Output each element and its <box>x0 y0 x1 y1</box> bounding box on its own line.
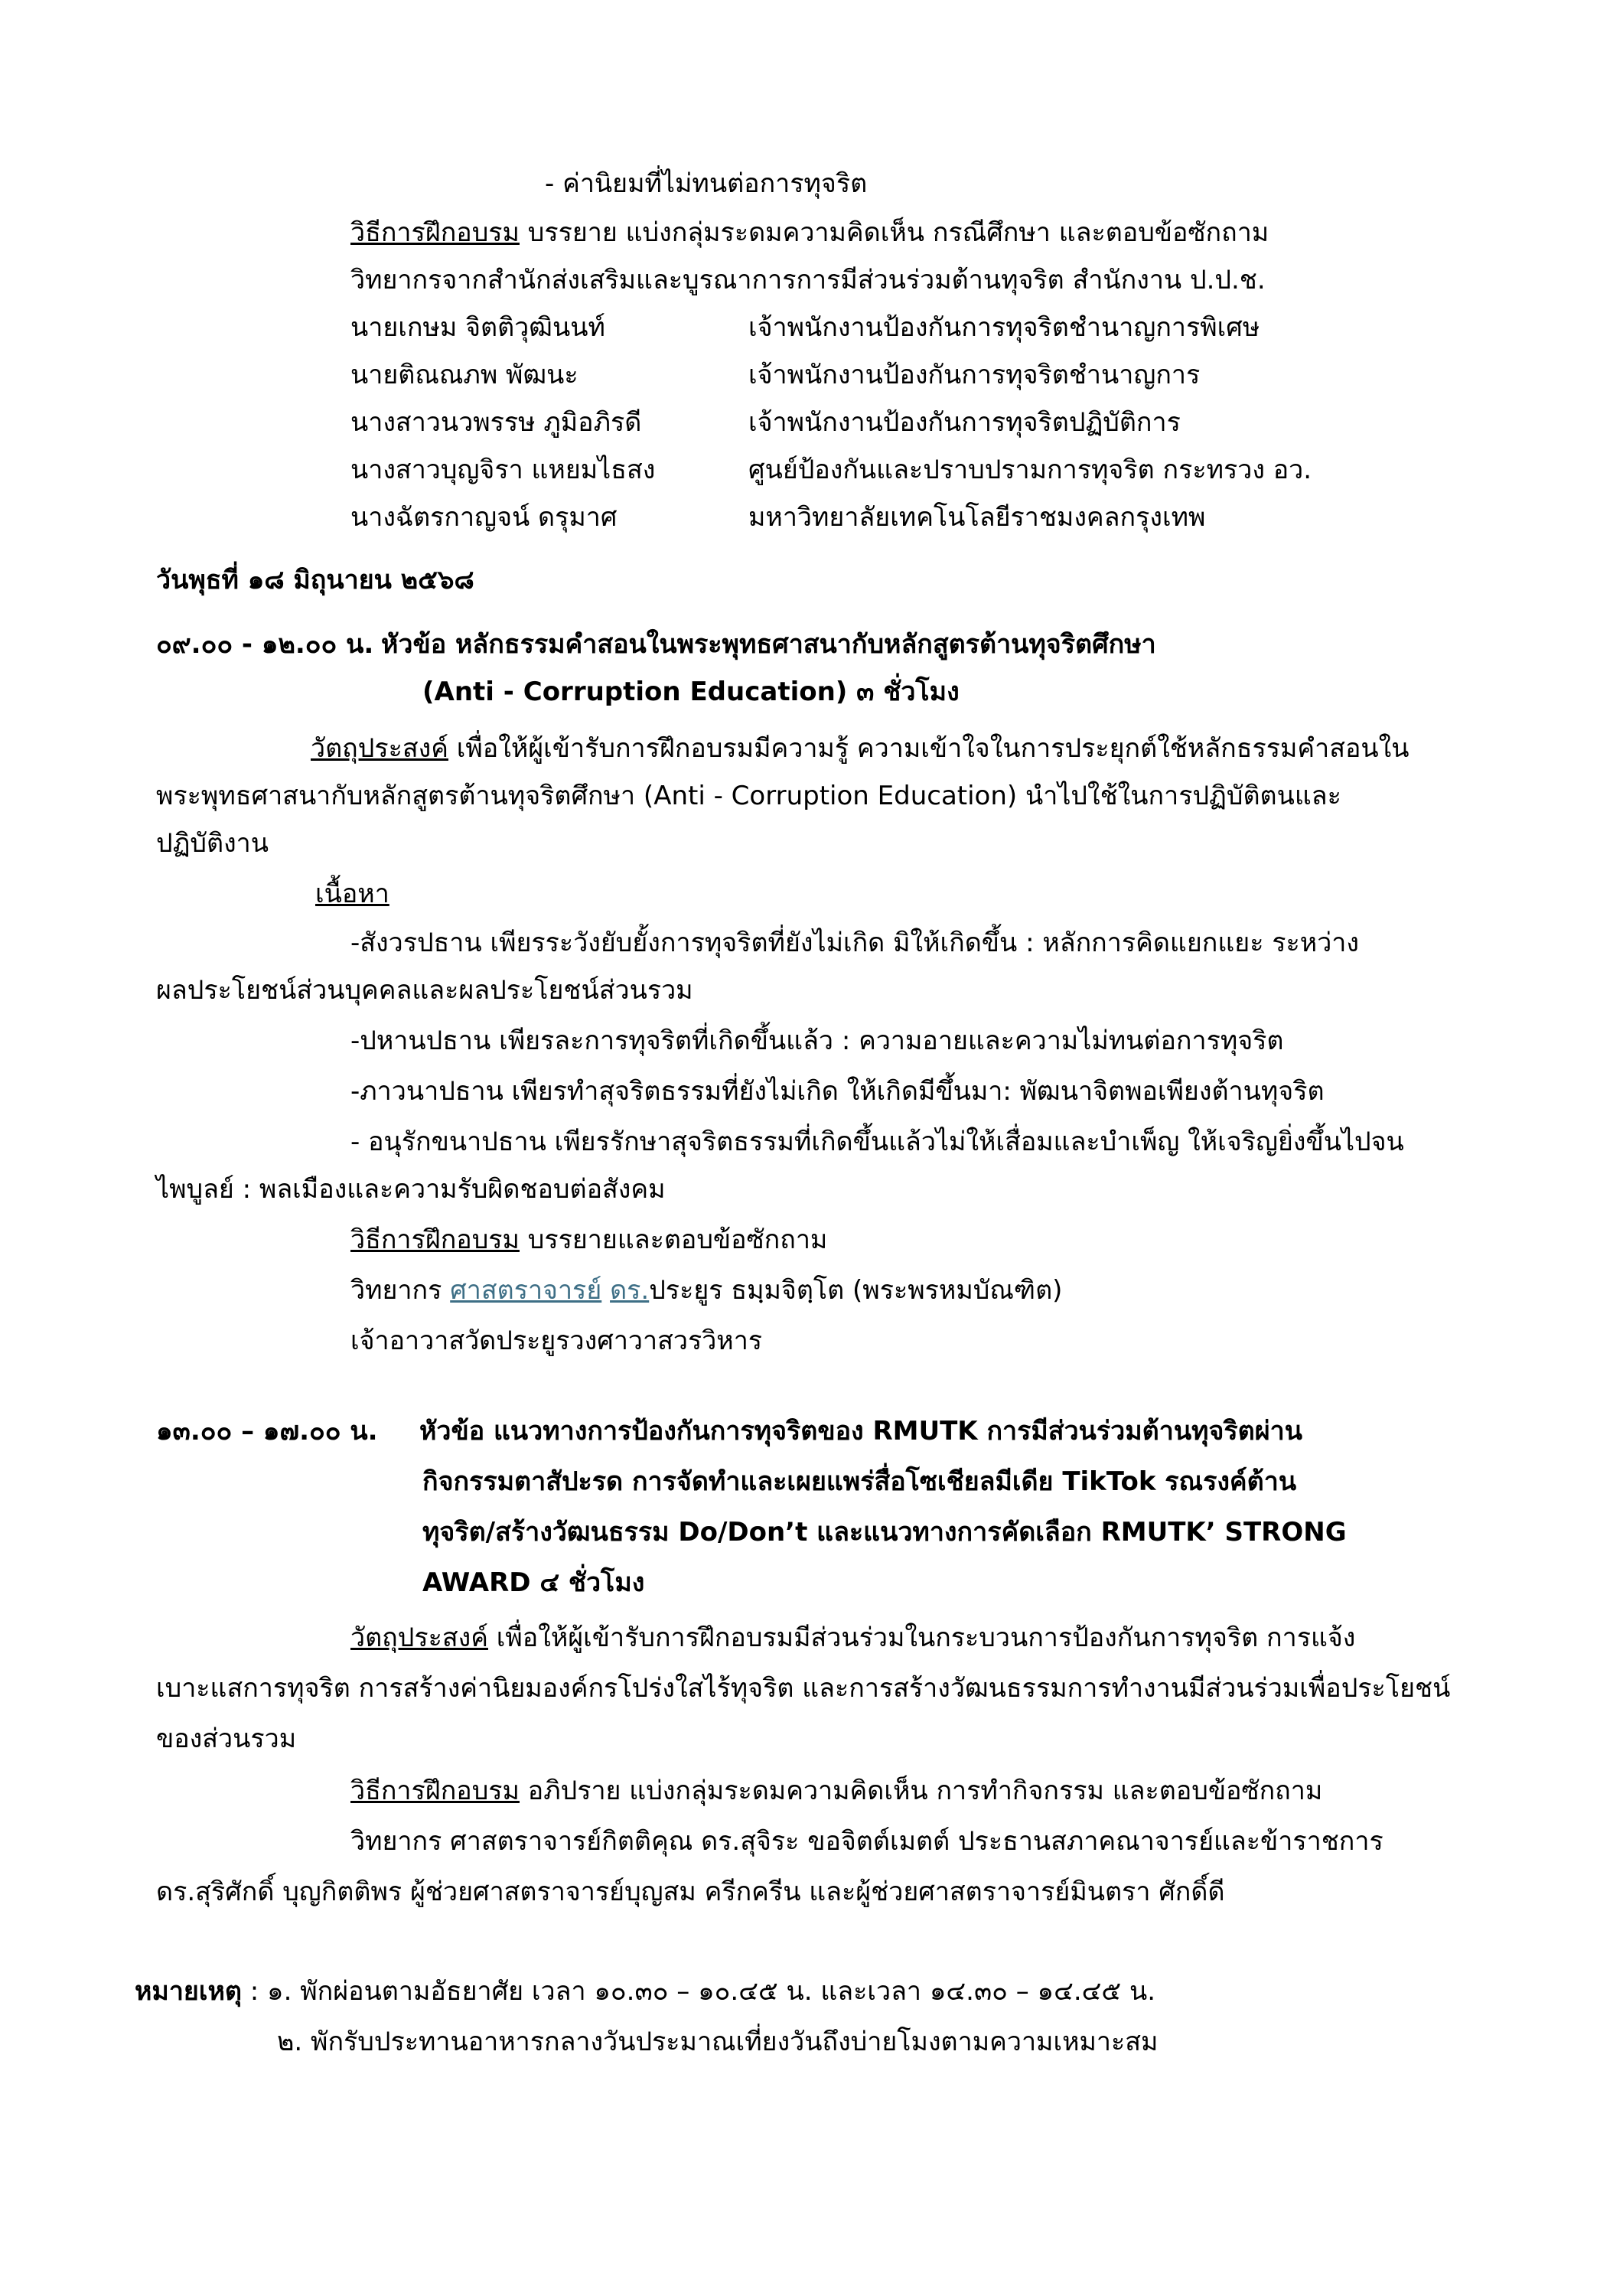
training-method-label: วิธีการฝึกอบรม <box>350 1225 520 1255</box>
speaker-role: ศูนย์ป้องกันและปราบปรามการทุจริต กระทรวง อว. <box>748 455 1312 485</box>
content-item-cont: ผลประโยชน์ส่วนบุคคลและผลประโยชน์ส่วนรวม <box>156 975 693 1006</box>
speaker-name: นายติณณภพ พัฒนะ <box>350 360 578 390</box>
speaker-role: เจ้าพนักงานป้องกันการทุจริตชำนาญการ <box>748 360 1201 390</box>
session2-topic-line3: ทุจริต/สร้างวัฒนธรรม Do/Don’t และแนวทางการคัดเลือก RMUTK’ STRONG <box>422 1517 1347 1548</box>
note-item: ๑. พักผ่อนตามอัธยาศัย เวลา ๑๐.๓๐ – ๑๐.๔๕ น. และเวลา ๑๔.๓๐ – ๑๔.๔๕ น. <box>267 1976 1155 2007</box>
speaker-name: นางฉัตรกาญจน์ ดรุมาศ <box>350 502 618 533</box>
speaker-prefix: วิทยากร <box>350 1275 451 1306</box>
session2-speaker-line2: ดร.สุริศักดิ์ บุญกิตติพร ผู้ช่วยศาสตราจารย์บุญสม ครีกครีน และผู้ช่วยศาสตราจารย์มินตรา ศักดิ์ดี <box>156 1877 1225 1907</box>
session2-time: ๑๓.๐๐ – ๑๗.๐๐ น. <box>156 1416 378 1446</box>
content-item: -ปหานปธาน เพียรละการทุจริตที่เกิดขึ้นแล้ว : ความอายและความไม่ทนต่อการทุจริต <box>350 1026 1284 1056</box>
session1-objective-line2: พระพุทธศาสนากับหลักสูตรต้านทุจริตศึกษา (Anti - Corruption Education) นำไปใช้ในการปฏิบัติตนและ <box>156 781 1341 811</box>
session1-topic-line2: (Anti - Corruption Education) ๓ ชั่วโมง <box>422 677 960 707</box>
session2-speaker-line: วิทยากร ศาสตราจารย์กิตติคุณ ดร.สุจิระ ขอจิตต์เมตต์ ประธานสภาคณาจารย์และข้าราชการ <box>350 1826 1383 1857</box>
content-item: -ภาวนาปธาน เพียรทำสุจริตธรรมที่ยังไม่เกิด ให้เกิดมีขึ้นมา: พัฒนาจิตพอเพียงต้านทุจริต <box>350 1076 1325 1107</box>
objective-label: วัตถุประสงค์ <box>350 1623 488 1653</box>
training-method-text: บรรยาย แบ่งกลุ่มระดมความคิดเห็น กรณีศึกษา และตอบข้อซักถาม <box>519 217 1269 248</box>
speaker-role: มหาวิทยาลัยเทคโนโลยีราชมงคลกรุงเทพ <box>748 502 1206 533</box>
session2-objective-line3: ของส่วนรวม <box>156 1724 297 1754</box>
objective-label: วัตถุประสงค์ <box>311 733 448 764</box>
day-heading: วันพุธที่ ๑๘ มิถุนายน ๒๕๖๘ <box>156 565 474 595</box>
session1-method-line <box>350 1223 827 1257</box>
training-method-line <box>350 216 1269 249</box>
session2-topic-line2: กิจกรรมตาสัปะรด การจัดทำและเผยแพร่สื่อโซเชียลมีเดีย TikTok รณรงค์ต้าน <box>422 1466 1297 1497</box>
session2-topic: หัวข้อ แนวทางการป้องกันการทุจริตของ RMUTK การมีส่วนร่วมต้านทุจริตผ่าน <box>419 1416 1302 1446</box>
professor-link[interactable]: ศาสตราจารย์ <box>450 1275 602 1306</box>
content-item: - อนุรักขนาปธาน เพียรรักษาสุจริตธรรมที่เกิดขึ้นแล้วไม่ให้เสื่อมและบำเพ็ญ ให้เจริญยิ่งขึ้นไปจน <box>350 1127 1404 1157</box>
content-label: เนื้อหา <box>315 879 389 909</box>
session1-speaker-line <box>350 1274 1062 1307</box>
session1-speaker-title: เจ้าอาวาสวัดประยูรวงศาวาสวรวิหาร <box>350 1326 763 1356</box>
session2-method-line <box>350 1774 1322 1808</box>
speaker-name: นายเกษม จิตติวุฒินนท์ <box>350 312 605 343</box>
training-method-label: วิธีการฝึกอบรม <box>350 1776 520 1806</box>
training-method-label: วิธีการฝึกอบรม <box>350 217 520 248</box>
notes-line1: หมายเหตุ : ๑. พักผ่อนตามอัธยาศัย เวลา ๑๐.๓๐ – ๑๐.๔๕ น. และเวลา ๑๔.๓๐ – ๑๔.๔๕ น. <box>135 1976 1155 2007</box>
training-method-text: อภิปราย แบ่งกลุ่มระดมความคิดเห็น การทำกิจกรรม และตอบข้อซักถาม <box>519 1776 1323 1806</box>
notes-label: หมายเหตุ <box>135 1976 242 2007</box>
session1-objective-line <box>311 732 1410 765</box>
doctor-link[interactable]: ดร. <box>610 1275 650 1306</box>
session1-topic: หัวข้อ หลักธรรมคำสอนในพระพุทธศาสนากับหลักสูตรต้านทุจริตศึกษา <box>381 629 1156 660</box>
speaker-name: นางสาวนวพรรษ ภูมิอภิรดี <box>350 407 642 438</box>
objective-text: เพื่อให้ผู้เข้ารับการฝึกอบรมมีส่วนร่วมในกระบวนการป้องกันการทุจริต การแจ้ง <box>487 1623 1356 1653</box>
session1-time: ๐๙.๐๐ - ๑๒.๐๐ น. <box>156 629 374 660</box>
note-item: ๒. พักรับประทานอาหารกลางวันประมาณเที่ยงวันถึงบ่ายโมงตามความเหมาะสม <box>277 2027 1159 2057</box>
speaker-name: ประยูร ธมฺมจิตฺโต (พระพรหมบัณฑิต) <box>649 1275 1063 1306</box>
session2-topic-line4: AWARD ๔ ชั่วโมง <box>422 1567 645 1598</box>
session2-objective-line <box>350 1621 1355 1655</box>
objective-text: เพื่อให้ผู้เข้ารับการฝึกอบรมมีความรู้ ความเข้าใจในการประยุกต์ใช้หลักธรรมคำสอนใน <box>448 733 1410 764</box>
session2-objective-line2: เบาะแสการทุจริต การสร้างค่านิยมองค์กรโปร่งใสไร้ทุจริต และการสร้างวัฒนธรรมการทำงานมีส่วนร่วมเพื่อประโยชน์ <box>156 1673 1451 1704</box>
speaker-role: เจ้าพนักงานป้องกันการทุจริตปฏิบัติการ <box>748 407 1181 438</box>
training-method-text: บรรยายและตอบข้อซักถาม <box>519 1225 828 1255</box>
session1-objective-line3: ปฏิบัติงาน <box>156 828 269 859</box>
speaker-role: เจ้าพนักงานป้องกันการทุจริตชำนาญการพิเศษ <box>748 312 1260 343</box>
speaker-name: นางสาวบุญจิรา แหยมไธสง <box>350 455 656 485</box>
content-item-cont: ไพบูลย์ : พลเมืองและความรับผิดชอบต่อสังคม <box>156 1174 666 1205</box>
content-bullet: - ค่านิยมที่ไม่ทนต่อการทุจริต <box>545 168 868 199</box>
content-item: -สังวรปธาน เพียรระวังยับยั้งการทุจริตที่ยังไม่เกิด มิให้เกิดขึ้น : หลักการคิดแยกแยะ ระหว่าง <box>350 928 1359 958</box>
speakers-intro: วิทยากรจากสำนักส่งเสริมและบูรณาการการมีส่วนร่วมต้านทุจริต สำนักงาน ป.ป.ช. <box>350 265 1266 295</box>
